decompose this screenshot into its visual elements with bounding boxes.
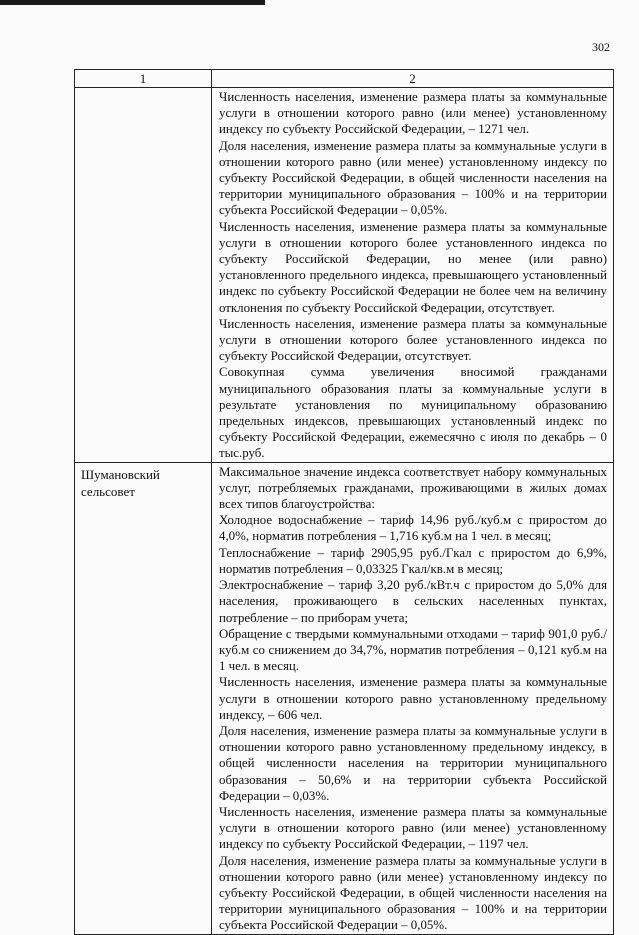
paragraph: Доля населения, изменение размера платы за коммунальные услуги в отношении которого равно (или менее) установленному индексу по субъекту Российской Федерации, в общей численности населения на территории муниципального образования – 100% и на территории субъекта Российской Федерации – 0,05%. xyxy=(219,138,607,218)
table-row xyxy=(75,462,614,934)
table-header-row xyxy=(75,70,614,88)
paragraph: Холодное водоснабжение – тариф 14,96 руб./куб.м с приростом до 4,0%, норматив потребления – 1,716 куб.м на 1 чел. в месяц; xyxy=(219,513,607,544)
description-cell xyxy=(212,462,614,934)
paragraph: Численность населения, изменение размера платы за коммунальные услуги в отношении которого равно (или менее) установленному индексу по субъекту Российской Федерации, – 1197 чел. xyxy=(219,804,607,852)
municipality-name-cell: Шумановский сельсовет xyxy=(75,462,212,934)
paragraph: Доля населения, изменение размера платы за коммунальные услуги в отношении которого равно (или менее) установленному индексу по субъекту Российской Федерации, в общей численности населения на территории муниципального образования – 100% и на территории субъекта Российской Федерации – 0,05%. xyxy=(219,853,607,933)
scan-edge-bar xyxy=(0,0,265,5)
table-row xyxy=(75,88,614,463)
paragraph: Максимальное значение индекса соответствует набору коммунальных услуг, потребляемых гражданами, проживающими в жилых домах всех типов благоустройства: xyxy=(219,464,607,512)
document-table xyxy=(74,69,614,935)
municipality-name-cell xyxy=(75,88,212,463)
paragraph: Обращение с твердыми коммунальными отходами – тариф 901,0 руб./куб.м со снижением до 34,7%, норматив потребления – 0,121 куб.м на 1 чел. в месяц. xyxy=(219,626,607,674)
paragraph: Электроснабжение – тариф 3,20 руб./кВт.ч с приростом до 5,0% для населения, проживающего в сельских населенных пунктах, потребление – по приборам учета; xyxy=(219,578,607,625)
paragraph: Доля населения, изменение размера платы за коммунальные услуги в отношении которого равно установленному предельному индексу, в общей численности населения на территории муниципального образования – 50,6% и на территории субъекта Российской Федерации – 0,03%. xyxy=(219,723,607,803)
paragraph: Теплоснабжение – тариф 2905,95 руб./Гкал с приростом до 6,9%, норматив потребления – 0,03325 Гкал/кв.м в месяц; xyxy=(219,545,607,576)
paragraph: Численность населения, изменение размера платы за коммунальные услуги в отношении которого более установленного индекса по субъекту Российской Федерации, но менее (или равно) установленного предельного индекса, превышающего установленный индекс по субъекту Российской Федерации не более чем на величину отклонения по субъекту Российской Федерации, отсутствует. xyxy=(219,219,607,315)
paragraph: Численность населения, изменение размера платы за коммунальные услуги в отношении которого равно (или менее) установленному индексу по субъекту Российской Федерации, – 1271 чел. xyxy=(219,90,607,137)
page-number: 302 xyxy=(592,40,610,54)
column-header-1: 1 xyxy=(75,70,212,88)
column-header-2: 2 xyxy=(212,70,614,88)
paragraph: Численность населения, изменение размера платы за коммунальные услуги в отношении которого более установленного индекса по субъекту Российской Федерации, отсутствует. xyxy=(219,316,607,364)
paragraph: Совокупная сумма увеличения вносимой гражданами муниципального образования платы за коммунальные услуги в результате установления по муниципальному образованию предельных индексов, превышающих установленный индекс по субъекту Российской Федерации, ежемесячно с июля по декабрь – 0 тыс.руб. xyxy=(219,365,607,461)
paragraph: Численность населения, изменение размера платы за коммунальные услуги в отношении которого равно установленному предельному индексу, – 606 чел. xyxy=(219,675,607,722)
description-cell xyxy=(212,88,614,463)
